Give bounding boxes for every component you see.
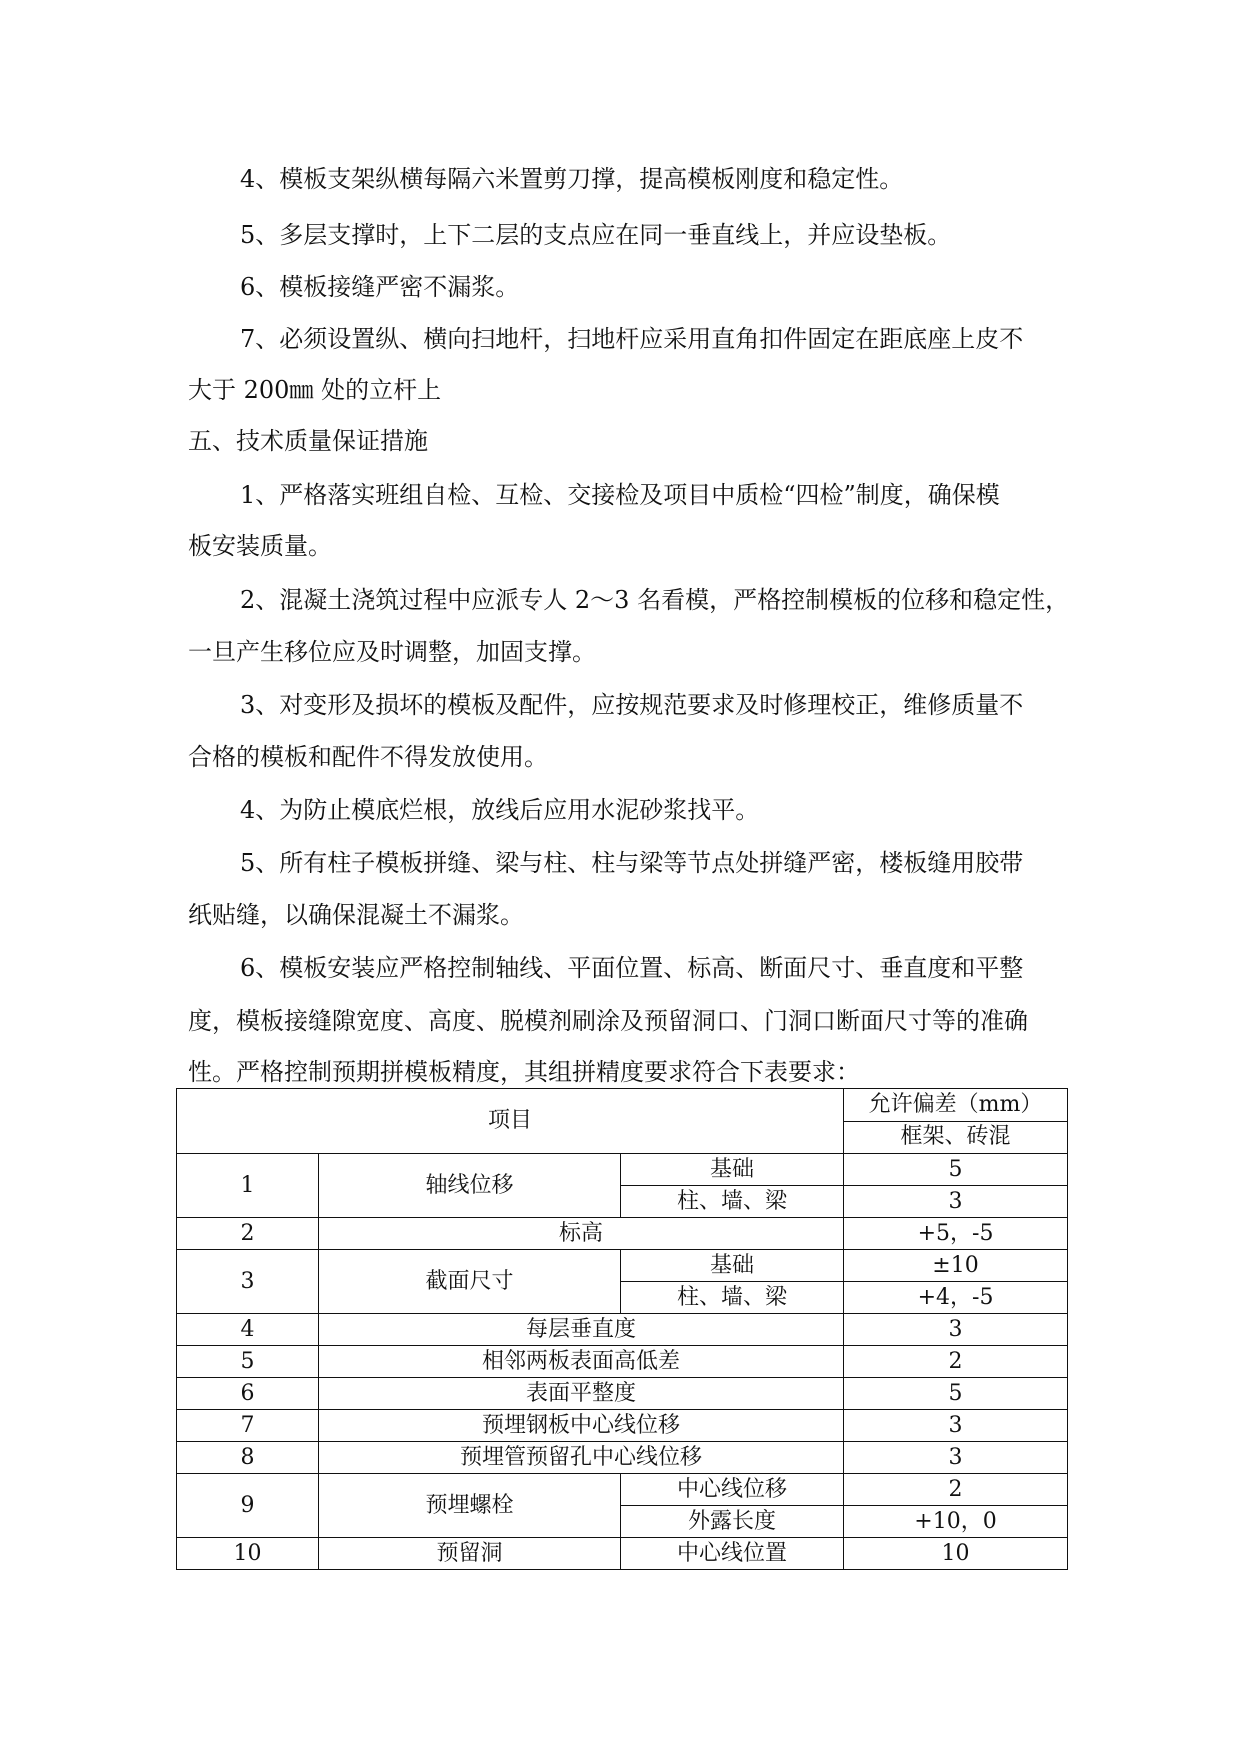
row-value: 2 <box>844 1346 1068 1378</box>
row-name: 标高 <box>319 1218 844 1250</box>
row-value: 10 <box>844 1538 1068 1570</box>
paragraph-line: 6、模板接缝严密不漏浆。 <box>240 273 520 301</box>
paragraph-line: 纸贴缝，以确保混凝土不漏浆。 <box>188 901 524 929</box>
row-name: 每层垂直度 <box>319 1314 844 1346</box>
table-row <box>177 1218 1068 1250</box>
paragraph-line: 大于 200㎜ 处的立杆上 <box>188 376 442 404</box>
header-tolerance: 允许偏差（mm） <box>844 1089 1068 1122</box>
paragraph-line: 5、所有柱子模板拼缝、梁与柱、柱与梁等节点处拼缝严密，楼板缝用胶带 <box>240 849 1024 877</box>
row-number: 2 <box>177 1218 319 1250</box>
paragraph-line: 4、为防止模底烂根，放线后应用水泥砂浆找平。 <box>240 796 760 824</box>
row-sub: 中心线位置 <box>621 1538 844 1570</box>
paragraph-line: 一旦产生移位应及时调整，加固支撑。 <box>188 638 596 666</box>
row-value: +4，-5 <box>844 1282 1068 1314</box>
row-number: 7 <box>177 1410 319 1442</box>
table-row <box>177 1474 1068 1506</box>
row-number: 1 <box>177 1154 319 1218</box>
paragraph-line: 度，模板接缝隙宽度、高度、脱模剂刷涂及预留洞口、门洞口断面尺寸等的准确 <box>188 1007 1028 1035</box>
row-name: 表面平整度 <box>319 1378 844 1410</box>
row-number: 9 <box>177 1474 319 1538</box>
table-row <box>177 1314 1068 1346</box>
row-sub: 柱、墙、梁 <box>621 1282 844 1314</box>
paragraph-line: 2、混凝土浇筑过程中应派专人 2～3 名看模，严格控制模板的位移和稳定性， <box>240 586 1070 614</box>
row-value: 5 <box>844 1154 1068 1186</box>
table-row <box>177 1154 1068 1186</box>
paragraph-line: 板安装质量。 <box>188 532 332 560</box>
row-number: 5 <box>177 1346 319 1378</box>
paragraph-line: 4、模板支架纵横每隔六米置剪刀撑，提高模板刚度和稳定性。 <box>240 165 904 193</box>
tolerance-table <box>176 1088 1068 1570</box>
row-value: 3 <box>844 1186 1068 1218</box>
section-heading: 五、技术质量保证措施 <box>188 427 428 455</box>
row-name: 预埋螺栓 <box>319 1474 621 1538</box>
row-value: 2 <box>844 1474 1068 1506</box>
row-value: 3 <box>844 1442 1068 1474</box>
row-value: 5 <box>844 1378 1068 1410</box>
row-sub: 基础 <box>621 1154 844 1186</box>
table-row <box>177 1378 1068 1410</box>
paragraph-line: 3、对变形及损坏的模板及配件，应按规范要求及时修理校正，维修质量不 <box>240 691 1024 719</box>
table-row <box>177 1538 1068 1570</box>
paragraph-line: 合格的模板和配件不得发放使用。 <box>188 743 548 771</box>
paragraph-line: 1、严格落实班组自检、互检、交接检及项目中质检“四检”制度，确保模 <box>240 481 1000 509</box>
row-number: 4 <box>177 1314 319 1346</box>
row-name: 预埋钢板中心线位移 <box>319 1410 844 1442</box>
row-name: 预埋管预留孔中心线位移 <box>319 1442 844 1474</box>
header-sub: 框架、砖混 <box>844 1121 1068 1154</box>
row-number: 10 <box>177 1538 319 1570</box>
row-number: 8 <box>177 1442 319 1474</box>
row-name: 轴线位移 <box>319 1154 621 1218</box>
row-value: ±10 <box>844 1250 1068 1282</box>
row-value: 3 <box>844 1410 1068 1442</box>
table-row <box>177 1346 1068 1378</box>
row-value: +5，-5 <box>844 1218 1068 1250</box>
paragraph-line: 6、模板安装应严格控制轴线、平面位置、标高、断面尺寸、垂直度和平整 <box>240 954 1024 982</box>
row-name: 预留洞 <box>319 1538 621 1570</box>
table-row <box>177 1442 1068 1474</box>
table-row <box>177 1410 1068 1442</box>
row-value: 3 <box>844 1314 1068 1346</box>
row-sub: 基础 <box>621 1250 844 1282</box>
table-header-row <box>177 1089 1068 1122</box>
row-sub: 中心线位移 <box>621 1474 844 1506</box>
row-name: 截面尺寸 <box>319 1250 621 1314</box>
header-item: 项目 <box>177 1089 844 1154</box>
table-row <box>177 1250 1068 1282</box>
paragraph-line: 性。严格控制预期拼模板精度，其组拼精度要求符合下表要求： <box>188 1058 860 1086</box>
row-number: 3 <box>177 1250 319 1314</box>
row-name: 相邻两板表面高低差 <box>319 1346 844 1378</box>
row-value: +10，0 <box>844 1506 1068 1538</box>
paragraph-line: 7、必须设置纵、横向扫地杆，扫地杆应采用直角扣件固定在距底座上皮不 <box>240 325 1024 353</box>
row-sub: 柱、墙、梁 <box>621 1186 844 1218</box>
row-number: 6 <box>177 1378 319 1410</box>
paragraph-line: 5、多层支撑时，上下二层的支点应在同一垂直线上，并应设垫板。 <box>240 221 952 249</box>
row-sub: 外露长度 <box>621 1506 844 1538</box>
